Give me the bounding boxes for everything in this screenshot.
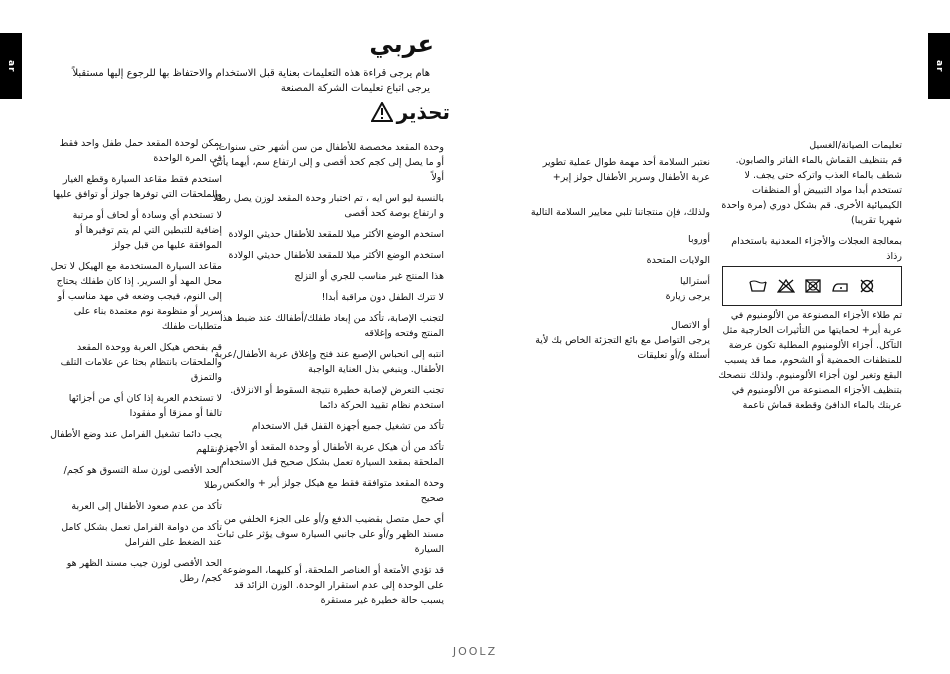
column-1 (50, 136, 222, 592)
care-symbols-box (722, 266, 902, 306)
paragraph: وحدة المقعد مخصصة للأطفال من سن أشهر حتى سنوات، أو ما يصل إلى كجم كحد أقصى و إلى ارتفاع سم، أيهما يأتي أولاً (212, 142, 444, 183)
column-2 (212, 140, 444, 614)
paragraph: استخدم فقط مقاعد السيارة وقطع الغيار والملحقات التي توفرها جولز أو توافق عليها (53, 174, 222, 200)
paragraph: الحد الأقصى لوزن جيب مسند الظهر هو كجم/ رطل (66, 558, 222, 584)
visit-text: يرجى زيارة (665, 291, 710, 302)
intro-block (70, 66, 430, 96)
wash-30-icon (749, 279, 767, 293)
paragraph: هذا المنتج غير مناسب للجري أو التزلج (294, 271, 444, 282)
column-4 (716, 138, 902, 270)
paragraph: لا تترك الطفل دون مراقبة أبدا! (321, 292, 444, 303)
warning-heading (370, 100, 450, 124)
paragraph: لا تستخدم العربة إذا كان أي من أجزائها تالفا أو ممزقا أو مفقودا (68, 393, 222, 419)
paragraph: تجنب التعرض لإصابة خطيرة نتيجة السقوط أو الانزلاق. استخدم نظام تقييد الحركة دائما (230, 385, 444, 411)
paragraph: تأكد من عدم صعود الأطفال إلى العربة (71, 501, 222, 512)
paragraph: تأكد من أن هيكل عربة الأطفال أو وحدة المقعد أو الأجهزة الملحقة بمقعد السيارة تعمل بشكل صحيح قبل الاستخدام (218, 442, 444, 468)
language-tab-left (0, 33, 22, 99)
warning-label: تحذير (396, 100, 450, 124)
region-europe: أوروبا (688, 234, 710, 245)
no-bleach-icon (777, 279, 795, 293)
care-heading: تعليمات الصيانة/الغسيل (809, 140, 902, 151)
intro-line: هام يرجى قراءة هذه التعليمات بعناية قبل الاستخدام والاحتفاظ بها للرجوع إليها مستقبلاً (72, 68, 430, 79)
paragraph: الحد الأقصى لوزن سلة التسوق هو كجم/ رطلا (63, 465, 222, 491)
paragraph: لتجنب الإصابة، تأكد من إبعاد طفلك/أطفالك عند ضبط هذا المنتج وفتحه وإغلاقه (219, 313, 444, 339)
paragraph: قد تؤدي الأمتعة أو العناصر الملحقة، أو كليهما، الموضوعة على الوحدة إلى عدم استقرار الوحدة. الوزن الزائد قد يسبب حالة خطيرة غير مستقرة (222, 565, 444, 606)
paragraph: استخدم الوضع الأكثر ميلا للمقعد للأطفال حديثي الولادة (228, 229, 444, 240)
paragraph: نعتبر السلامة أحد مهمة طوال عملية تطوير عربة الأطفال وسرير الأطفال جولز إير+ (542, 157, 710, 183)
paragraph: يجب دائما تشغيل الفرامل عند وضع الأطفال ونقلهم (50, 429, 222, 455)
aluminium-care-text: تم طلاء الأجزاء المصنوعة من الألومنيوم في عربة أير+ لحمايتها من التأثيرات الخارجية مثل التآكل. أجزاء الألومنيوم المطلية تكون عرضة للمنظفات الحمضية أو الشحوم، مما قد يسبب البقع وتغير لون أجزاء الألومنيوم. ولذلك ننصحك بتنظيف الأجزاء المصنوعة من الألومنيوم في عربتك بالماء الدافئ وقطعة قماش ناعمة (718, 310, 902, 411)
paragraph: بمعالجة العجلات والأجزاء المعدنية باستخدام رذاذ (731, 236, 902, 262)
paragraph: بالنسبة ليو اس ايه ، تم اختبار وحدة المقعد لوزن يصل رطلا و ارتفاع بوصة كحد أقصى (212, 193, 444, 219)
paragraph: قم بتنظيف القماش بالماء الفاتر والصابون. شطف بالماء العذب واتركه حتى يجف. لا تستخدم أبدا مواد التبييض أو المنظفات الكيميائية الأخرى. قم بشكل دوري (مرة واحدة شهريا تقريبا) (721, 155, 902, 226)
paragraph: ولذلك، فإن منتجاتنا تلبي معايير السلامة التالية (530, 207, 710, 218)
paragraph: مقاعد السيارة المستخدمة مع الهيكل لا تحل محل المهد أو السرير. إذا كان طفلك يحتاج إلى النوم، فيجب وضعه في مهد مناسب أو سرير أو منظومة نوم معتمدة بناء على متطلبات طفلك (50, 261, 222, 332)
paragraph: تأكد من دوامة الفرامل تعمل بشكل كامل عند الضغط على الفرامل (61, 522, 222, 548)
intro-line: يرجى اتباع تعليمات الشركة المصنعة (280, 83, 430, 94)
iron-low-icon (831, 279, 849, 293)
region-australia: أستراليا (679, 276, 710, 287)
language-tab-right-label: ar (934, 59, 944, 73)
paragraph: استخدم الوضع الأكثر ميلا للمقعد للأطفال حديثي الولادة (228, 250, 444, 261)
no-dry-clean-icon (859, 279, 875, 293)
brand-footer: JOOLZ (452, 645, 498, 658)
warning-triangle-icon (371, 102, 393, 122)
paragraph: يمكن لوحدة المقعد حمل طفل واحد فقط في المرة الواحدة (59, 138, 222, 164)
paragraph: يرجى التواصل مع بائع التجزئة الخاص بك لأية أسئلة و/أو تعليقات (535, 335, 710, 361)
no-tumble-dry-icon (805, 279, 821, 293)
paragraph: لا تستخدم أي وسادة أو لحاف أو مرتبة إضافية للتبطين التي لم يتم توفيرها أو الموافقة عليها من قبل جولز (72, 210, 222, 251)
region-usa: الولايات المتحدة (646, 255, 710, 266)
page-title: عربي (369, 30, 434, 58)
paragraph: تأكد من تشغيل جميع أجهزة القفل قبل الاستخدام (251, 421, 444, 432)
paragraph: وحدة المقعد متوافقة فقط مع هيكل جولز أير + والعكس صحيح (222, 478, 444, 504)
language-tab-right (928, 33, 950, 99)
paragraph: قم بفحص هيكل العربة ووحدة المقعد والملحقات بانتظام بحثا عن علامات التلف والتمزق (60, 342, 222, 383)
paragraph: أي حمل متصل بقضيب الدفع و/أو على الجزء الخلفي من مسند الظهر و/أو على جانبي السيارة سوف يؤثر على ثبات السيارة (216, 514, 444, 555)
language-tab-left-label: ar (6, 59, 16, 73)
paragraph: انتبه إلى انحباس الإصبع عند فتح وإغلاق عربة الأطفال/عربة الأطفال. وينبغي بذل العناية الواجبة (214, 349, 444, 375)
contact-text: أو الاتصال (671, 320, 710, 331)
column-3 (522, 155, 710, 369)
